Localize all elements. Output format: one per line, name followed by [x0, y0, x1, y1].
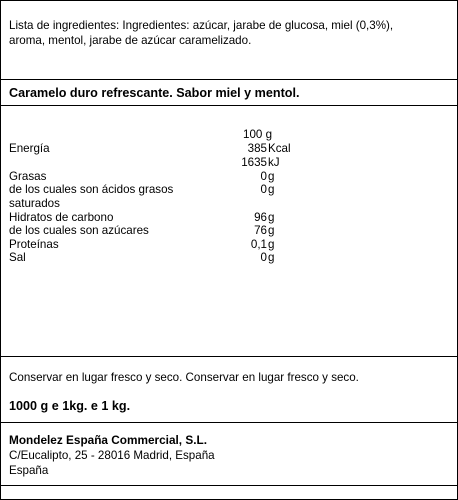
ingredients-line-1: Lista de ingredientes: Ingredientes: azúcar, jarabe de glucosa, miel (0,3%),	[9, 19, 394, 32]
nutrition-unit-kj: kJ	[268, 156, 280, 169]
nutrition-unit-kcal: Kcal	[268, 142, 291, 155]
product-title: Caramelo duro refrescante. Sabor miel y mentol.	[9, 86, 300, 100]
nutrition-unit-fat: g	[268, 170, 275, 183]
nutrition-label-saturated-2: saturados	[9, 197, 60, 210]
nutrition-unit-saturated: g	[268, 183, 275, 196]
nutrition-value-protein: 0,1	[250, 238, 267, 251]
nutrition-value-fat: 0	[260, 170, 267, 183]
nutrition-unit-sugars: g	[268, 224, 275, 237]
nutrition-value-saturated: 0	[260, 183, 267, 196]
nutrition-label-energy: Energía	[9, 142, 50, 155]
nutrition-label-fat: Grasas	[9, 170, 47, 183]
net-weight: 1000 g e 1kg. e 1 kg.	[9, 399, 131, 413]
nutrition-label-sugars: de los cuales son azúcares	[9, 224, 149, 237]
nutrition-label-carbs: Hidratos de carbono	[9, 211, 114, 224]
divider-3	[1, 356, 457, 357]
ingredients-line-2: aroma, mentol, jarabe de azúcar caramelizado.	[9, 34, 252, 47]
nutrition-column-header: 100 g	[243, 128, 273, 141]
nutrition-label-salt: Sal	[9, 251, 26, 264]
nutrition-unit-carbs: g	[268, 211, 275, 224]
company-country: España	[9, 464, 49, 477]
divider-5	[1, 485, 457, 486]
nutrition-label-saturated: de los cuales son ácidos grasos	[9, 183, 174, 196]
nutrition-value-sugars: 76	[254, 224, 267, 237]
storage-instructions: Conservar en lugar fresco y seco. Conservar en lugar fresco y seco.	[9, 371, 359, 384]
nutrition-value-salt: 0	[260, 251, 267, 264]
nutrition-label-protein: Proteínas	[9, 238, 59, 251]
nutrition-unit-salt: g	[268, 251, 275, 264]
divider-2	[1, 105, 457, 106]
nutrition-value-carbs: 96	[254, 211, 267, 224]
company-name: Mondelez España Commercial, S.L.	[9, 433, 207, 447]
company-address: C/Eucalipto, 25 - 28016 Madrid, España	[9, 449, 215, 462]
nutrition-value-energy-kj: 1635	[241, 156, 267, 169]
nutrition-unit-protein: g	[268, 238, 275, 251]
divider-4	[1, 422, 457, 423]
divider-1	[1, 79, 457, 80]
nutrition-value-energy-kcal: 385	[247, 142, 267, 155]
